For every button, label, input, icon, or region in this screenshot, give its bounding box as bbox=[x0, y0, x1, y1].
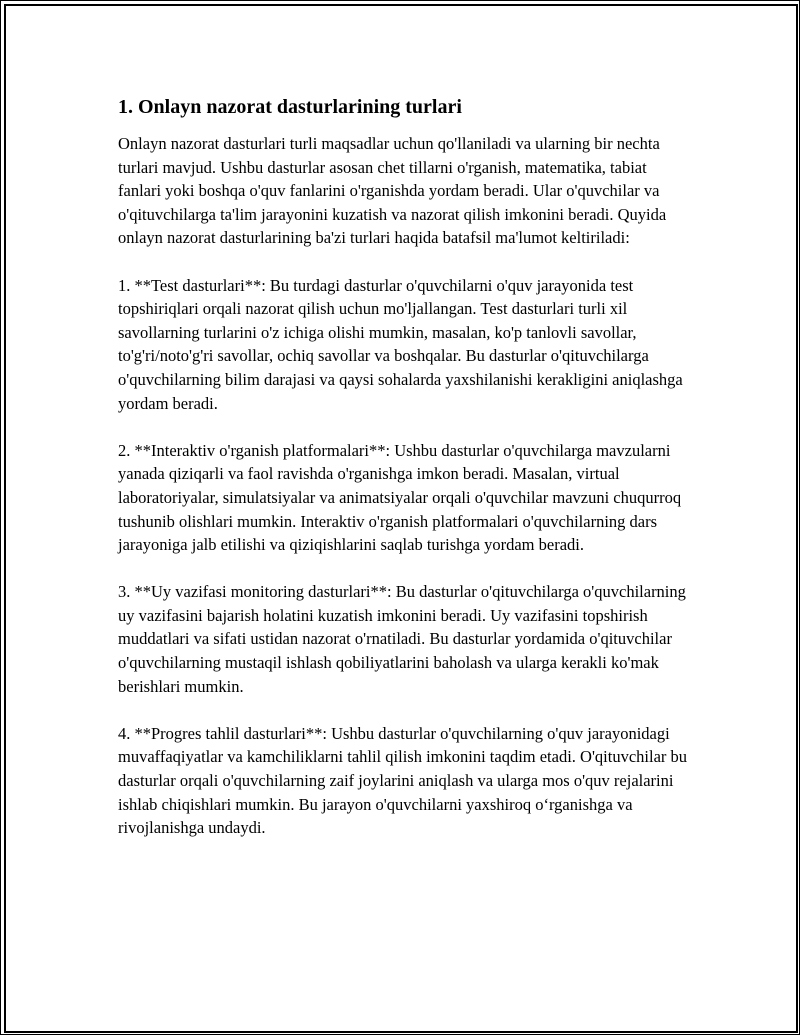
intro-paragraph: Onlayn nazorat dasturlari turli maqsadlar uchun qo'llaniladi va ularning bir nechta turlari mavjud. Ushbu dasturlar asosan chet tillarni o'rganish, matematika, tabiat fanlari yoki boshqa o'quv fanlarini o'rganishda yordam beradi. Ular o'quvchilar va o'qituvchilarga ta'lim jarayonini kuzatish va nazorat qilish imkonini beradi. Quyida onlayn nazorat dasturlarining ba'zi turlari haqida batafsil ma'lumot keltiriladi: bbox=[118, 134, 667, 248]
section-heading: 1. Onlayn nazorat dasturlarining turlari bbox=[118, 96, 462, 118]
paragraph-test-programs: 1. **Test dasturlari**: Bu turdagi dasturlar o'quvchilarni o'quv jarayonida test topshiriqlari orqali nazorat qilish uchun mo'ljallangan. Test dasturlari turli xil savollarning turlarini o'z ichiga olishi mumkin, masalan, ko'p tanlovli savollar, to'g'ri/noto'g'ri savollar, ochiq savollar va boshqalar. Bu dasturlar o'qituvchilarga o'quvchilarning bilim darajasi va qaysi sohalarda yaxshilanishi kerakligini aniqlashga yordam beradi. bbox=[118, 275, 683, 413]
paragraph-progress-analysis: 4. **Progres tahlil dasturlari**: Ushbu dasturlar o'quvchilarning o'quv jarayonidagi muvaffaqiyatlar va kamchiliklarni tahlil qilish imkonini taqdim etadi. O'qituvchilar bu dasturlar orqali o'quvchilarning zaif joylarini aniqlash va ularga mos o'quv rejalarini ishlab chiqishlari mumkin. Bu jarayon o'quvchilarni yaxshiroq o‘rganishga va rivojlanishga undaydi. bbox=[118, 723, 688, 838]
paragraph-interactive-platforms: 2. **Interaktiv o'rganish platformalari**: Ushbu dasturlar o'quvchilarga mavzularni yanada qiziqarli va faol ravishda o'rganishga imkon beradi. Masalan, virtual laboratoriyalar, simulatsiyalar va animatsiyalar orqali o'quvchilar mavzuni chuqurroq tushunib olishlari mumkin. Interaktiv o'rganish platformalari o'quvchilarning dars jarayoniga jalb etilishi va qiziqishlarini saqlab turishga yordam beradi. bbox=[118, 440, 682, 555]
document-content bbox=[118, 94, 688, 863]
paragraph-homework-monitoring: 3. **Uy vazifasi monitoring dasturlari**: Bu dasturlar o'qituvchilarga o'quvchilarning uy vazifasini bajarish holatini kuzatish imkonini beradi. Uy vazifasini topshirish muddatlari va sifati ustidan nazorat o'rnatiladi. Bu dasturlar yordamida o'qituvchilar o'quvchilarning mustaqil ishlash qobiliyatlarini baholash va ularga kerakli ko'mak berishlari mumkin. bbox=[118, 582, 686, 696]
